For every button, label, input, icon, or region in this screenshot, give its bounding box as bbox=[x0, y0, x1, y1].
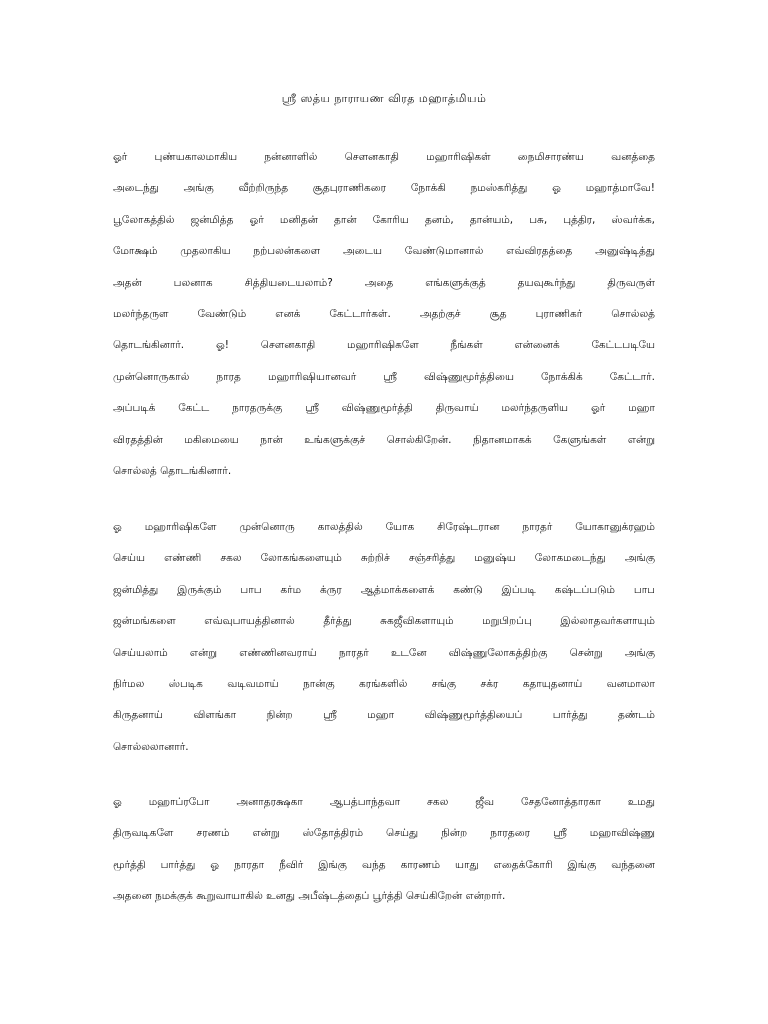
text-line: சொல்லத் தொடங்கினார். bbox=[113, 464, 232, 477]
text-line: அதனை நமக்குக் கூறுவாயாகில் உனது அபீஷ்டத்தைப் பூர்த்தி செய்கிறேன் என்றார். bbox=[113, 890, 506, 903]
text-line: அப்படிக் கேட்ட நாரதருக்கு ஸ்ரீ விஷ்ணுமூர்த்தி திருவாய் மலர்ந்தருளிய ஓர் மஹா bbox=[113, 402, 655, 415]
text-line: ஓ மஹாரிஷிகளே முன்னொரு காலத்தில் யோக சிரேஷ்டரான நாரதர் யோகானுக்ரஹம் bbox=[113, 521, 655, 533]
text-line: மூர்த்தி பார்த்து ஓ நாரதா நீவிர் இங்கு வந்த காரணம் யாது எதைக்கோரி இங்கு வந்தனை bbox=[113, 858, 655, 871]
paragraph-3 bbox=[113, 795, 655, 921]
text-line: செய்ய எண்ணி சகல லோகங்களையும் சுற்றிச் சஞ்சரித்து மனுஷ்ய லோகமடைந்து அங்கு bbox=[113, 552, 655, 565]
text-line: ஜன்மித்து இருக்கும் பாப கர்ம க்ருர ஆத்மாக்களைக் கண்டு இப்படி கஷ்டப்படும் பாப bbox=[113, 583, 655, 596]
text-line: ஓர் புண்யகாலமாகிய நன்னாளில் சௌனகாதி மஹாரிஷிகள் நைமிசாரண்ய வனத்தை bbox=[113, 151, 655, 163]
text-line: திருவடிகளே சரணம் என்று ஸ்தோத்திரம் செய்து நின்ற நாரதரை ஸ்ரீ மஹாவிஷ்ணு bbox=[113, 827, 655, 840]
text-line: செய்யலாம் என்று எண்ணினவராய் நாரதர் உடனே விஷ்ணுலோகத்திற்கு சென்று அங்கு bbox=[113, 646, 655, 659]
document-title: ஸ்ரீ ஸத்ய நாராயண விரத மஹாத்மியம் bbox=[281, 92, 487, 105]
text-line: ஜன்மங்களை எவ்வுபாயத்தினால் தீர்த்து சுகஜீவிகளாயும் மறுபிறப்பு இல்லாதவர்களாயும் bbox=[113, 615, 655, 628]
text-line: விரதத்தின் மகிமையை நான் உங்களுக்குச் சொல்கிறேன். நிதானமாகக் கேளுங்கள் என்று bbox=[113, 433, 655, 446]
text-line: நிர்மல ஸ்படிக வடிவமாய் நான்கு கரங்களில் சங்கு சக்ர கதாயுதனாய் வனமாலா bbox=[113, 677, 655, 690]
text-line: மலர்ந்தருள வேண்டும் எனக் கேட்டார்கள். அதற்குச் சூத புராணிகர் சொல்லத் bbox=[113, 307, 655, 320]
paragraph-2 bbox=[113, 520, 655, 771]
text-line: அதன் பலனாக சித்தியடையலாம்? அதை எங்களுக்குத் தயவுகூர்ந்து திருவருள் bbox=[113, 276, 655, 289]
text-line: முன்னொருகால் நாரத மஹாரிஷியானவர் ஸ்ரீ விஷ்ணுமூர்த்தியை நோக்கிக் கேட்டார். bbox=[113, 370, 655, 383]
text-line: அடைந்து அங்கு வீற்றிருந்த சூதபுராணிகரை நோக்கி நமஸ்கரித்து ஓ மஹாத்மாவே! bbox=[113, 182, 655, 195]
text-line: கிருதனாய் விளங்கா நின்ற ஸ்ரீ மஹா விஷ்ணுமூர்த்தியைப் பார்த்து தண்டம் bbox=[113, 709, 655, 722]
text-line: சொல்லலானார். bbox=[113, 740, 189, 753]
paragraph-1 bbox=[113, 150, 655, 495]
text-line: மோக்ஷம் முதலாகிய நற்பலன்களை அடைய வேண்டுமானால் எவ்விரதத்தை அனுஷ்டித்து bbox=[113, 245, 655, 258]
text-line: ஓ மஹாப்ரபோ அனாதரக்ஷகா ஆபத்பாந்தவா சகல ஜீவ சேதனோத்தாரகா உமது bbox=[113, 796, 655, 808]
text-line: பூலோகத்தில் ஜன்மித்த ஓர் மனிதன் தான் கோரிய தனம், தான்யம், பசு, புத்திர, ஸ்வர்க்க, bbox=[113, 213, 655, 226]
text-line: தொடங்கினார். ஓ! சௌனகாதி மஹாரிஷிகளே நீங்கள் என்னைக் கேட்டபடியே bbox=[113, 339, 655, 352]
